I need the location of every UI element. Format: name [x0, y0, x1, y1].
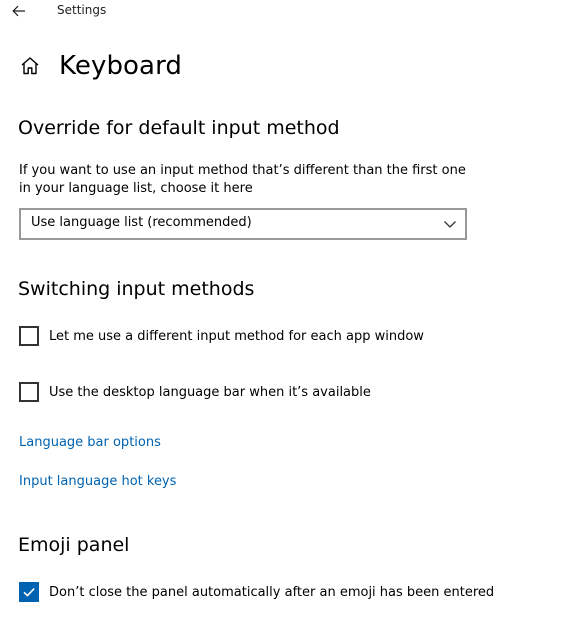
desktop-language-bar-option[interactable]: [19, 382, 371, 402]
emoji-panel-option[interactable]: [19, 582, 494, 602]
back-arrow-icon: [12, 5, 26, 17]
override-section-title: Override for default input method: [18, 117, 340, 139]
page-title: Keyboard: [59, 51, 183, 81]
emoji-section-title: Emoji panel: [18, 534, 130, 556]
back-button[interactable]: [9, 1, 29, 21]
checkbox-label: Use the desktop language bar when it’s available: [49, 384, 371, 400]
checkbox-label: Let me use a different input method for each app window: [49, 328, 424, 344]
input-language-hot-keys-link[interactable]: Input language hot keys: [19, 474, 177, 489]
dropdown-selected-value: Use language list (recommended): [31, 215, 252, 230]
switching-section-title: Switching input methods: [18, 278, 255, 300]
input-method-dropdown[interactable]: [19, 208, 467, 240]
page-header: [18, 48, 182, 84]
per-app-input-method-option[interactable]: [19, 326, 424, 346]
checkmark-icon: [21, 584, 37, 600]
per-app-input-method-checkbox[interactable]: [19, 326, 39, 346]
title-bar: [0, 0, 585, 22]
home-icon[interactable]: [18, 54, 42, 78]
emoji-panel-checkbox[interactable]: [19, 582, 39, 602]
chevron-down-icon: [443, 217, 457, 231]
checkbox-label: Don’t close the panel automatically after an emoji has been entered: [49, 584, 495, 600]
desktop-language-bar-checkbox[interactable]: [19, 382, 39, 402]
window-title: Settings: [57, 3, 107, 17]
language-bar-options-link[interactable]: Language bar options: [19, 435, 161, 450]
override-description: If you want to use an input method that’s different than the first one in your language list, choose it here: [19, 163, 466, 196]
